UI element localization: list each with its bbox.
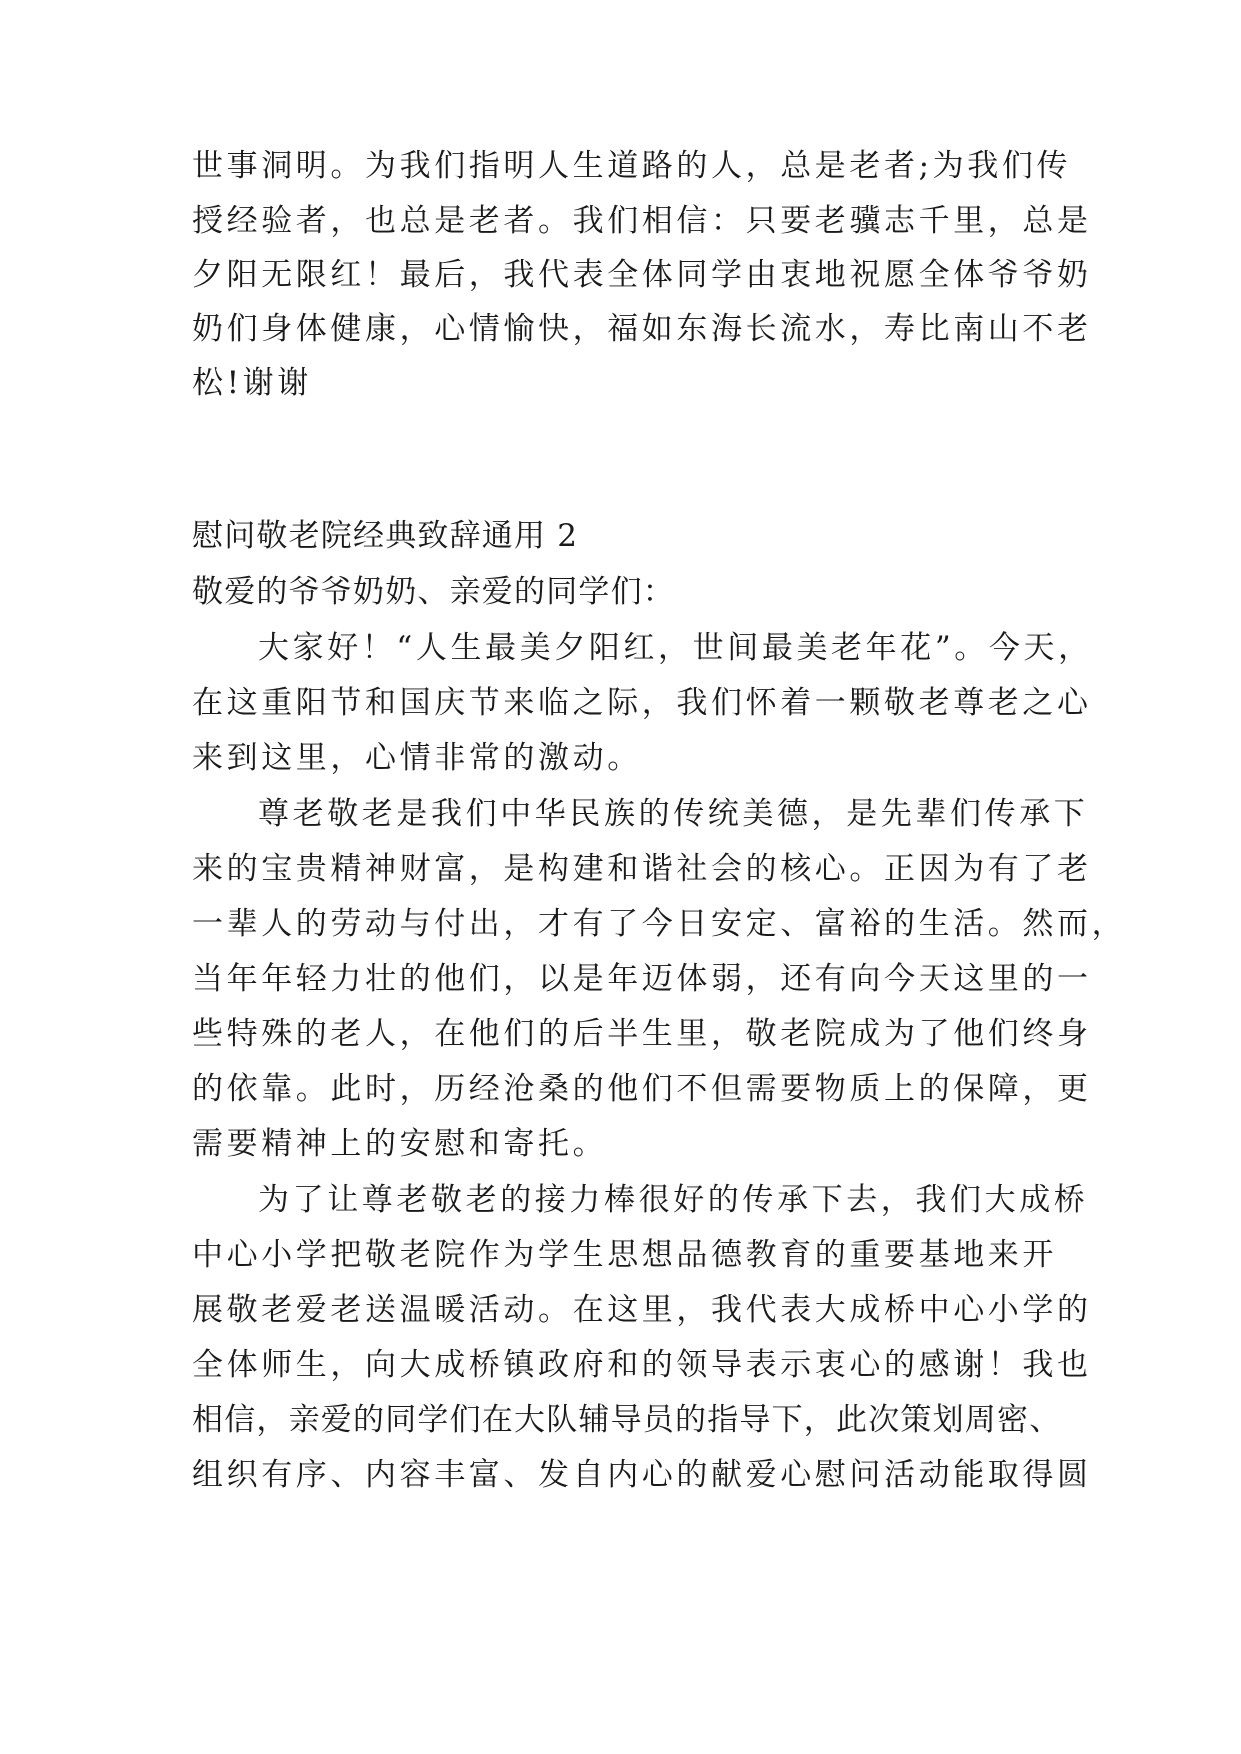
paragraph2-line-6: 的依靠。此时，历经沧桑的他们不但需要物质上的保障，更 [192,1071,1092,1107]
intro-line-3: 夕阳无限红！最后，我代表全体同学由衷地祝愿全体爷爷奶 [192,257,1092,293]
paragraph2-line-1: 尊老敬老是我们中华民族的传统美德，是先辈们传承下 [258,796,1089,832]
paragraph1-line-2: 在这重阳节和国庆节来临之际，我们怀着一颗敬老尊老之心 [192,685,1092,721]
paragraph2-line-7: 需要精神上的安慰和寄托。 [192,1126,608,1162]
intro-line-5: 松!谢谢 [192,365,312,401]
salutation: 敬爱的爷爷奶奶、亲爱的同学们： [192,574,675,610]
paragraph1-line-3: 来到这里，心情非常的激动。 [192,740,642,776]
paragraph3-line-2: 中心小学把敬老院作为学生思想品德教育的重要基地来开 [192,1237,1057,1273]
paragraph2-line-2: 来的宝贵精神财富，是构建和谐社会的核心。正因为有了老 [192,851,1092,887]
paragraph3-line-1: 为了让尊老敬老的接力棒很好的传承下去，我们大成桥 [258,1182,1089,1218]
paragraph2-line-5: 些特殊的老人，在他们的后半生里，敬老院成为了他们终身 [192,1016,1092,1052]
intro-line-1: 世事洞明。为我们指明人生道路的人，总是老者;为我们传 [192,148,1072,184]
intro-line-4: 奶们身体健康，心情愉快，福如东海长流水，寿比南山不老 [192,311,1092,347]
intro-line-2: 授经验者，也总是老者。我们相信：只要老骥志千里，总是 [192,203,1092,239]
paragraph3-line-6: 组织有序、内容丰富、发自内心的献爱心慰问活动能取得圆 [192,1457,1092,1493]
section-title: 慰问敬老院经典致辞通用 2 [192,518,579,554]
paragraph3-line-3: 展敬老爱老送温暖活动。在这里，我代表大成桥中心小学的 [192,1292,1092,1328]
paragraph3-line-5: 相信，亲爱的同学们在大队辅导员的指导下，此次策划周密、 [192,1402,1062,1438]
paragraph3-line-4: 全体师生，向大成桥镇政府和的领导表示衷心的感谢！我也 [192,1347,1092,1383]
paragraph2-line-3: 一辈人的劳动与付出，才有了今日安定、富裕的生活。然而， [192,906,1127,942]
paragraph2-line-4: 当年年轻力壮的他们，以是年迈体弱，还有向今天这里的一 [192,961,1092,997]
paragraph1-line-1: 大家好！“人生最美夕阳红，世间最美老年花”。今天， [258,630,1093,666]
